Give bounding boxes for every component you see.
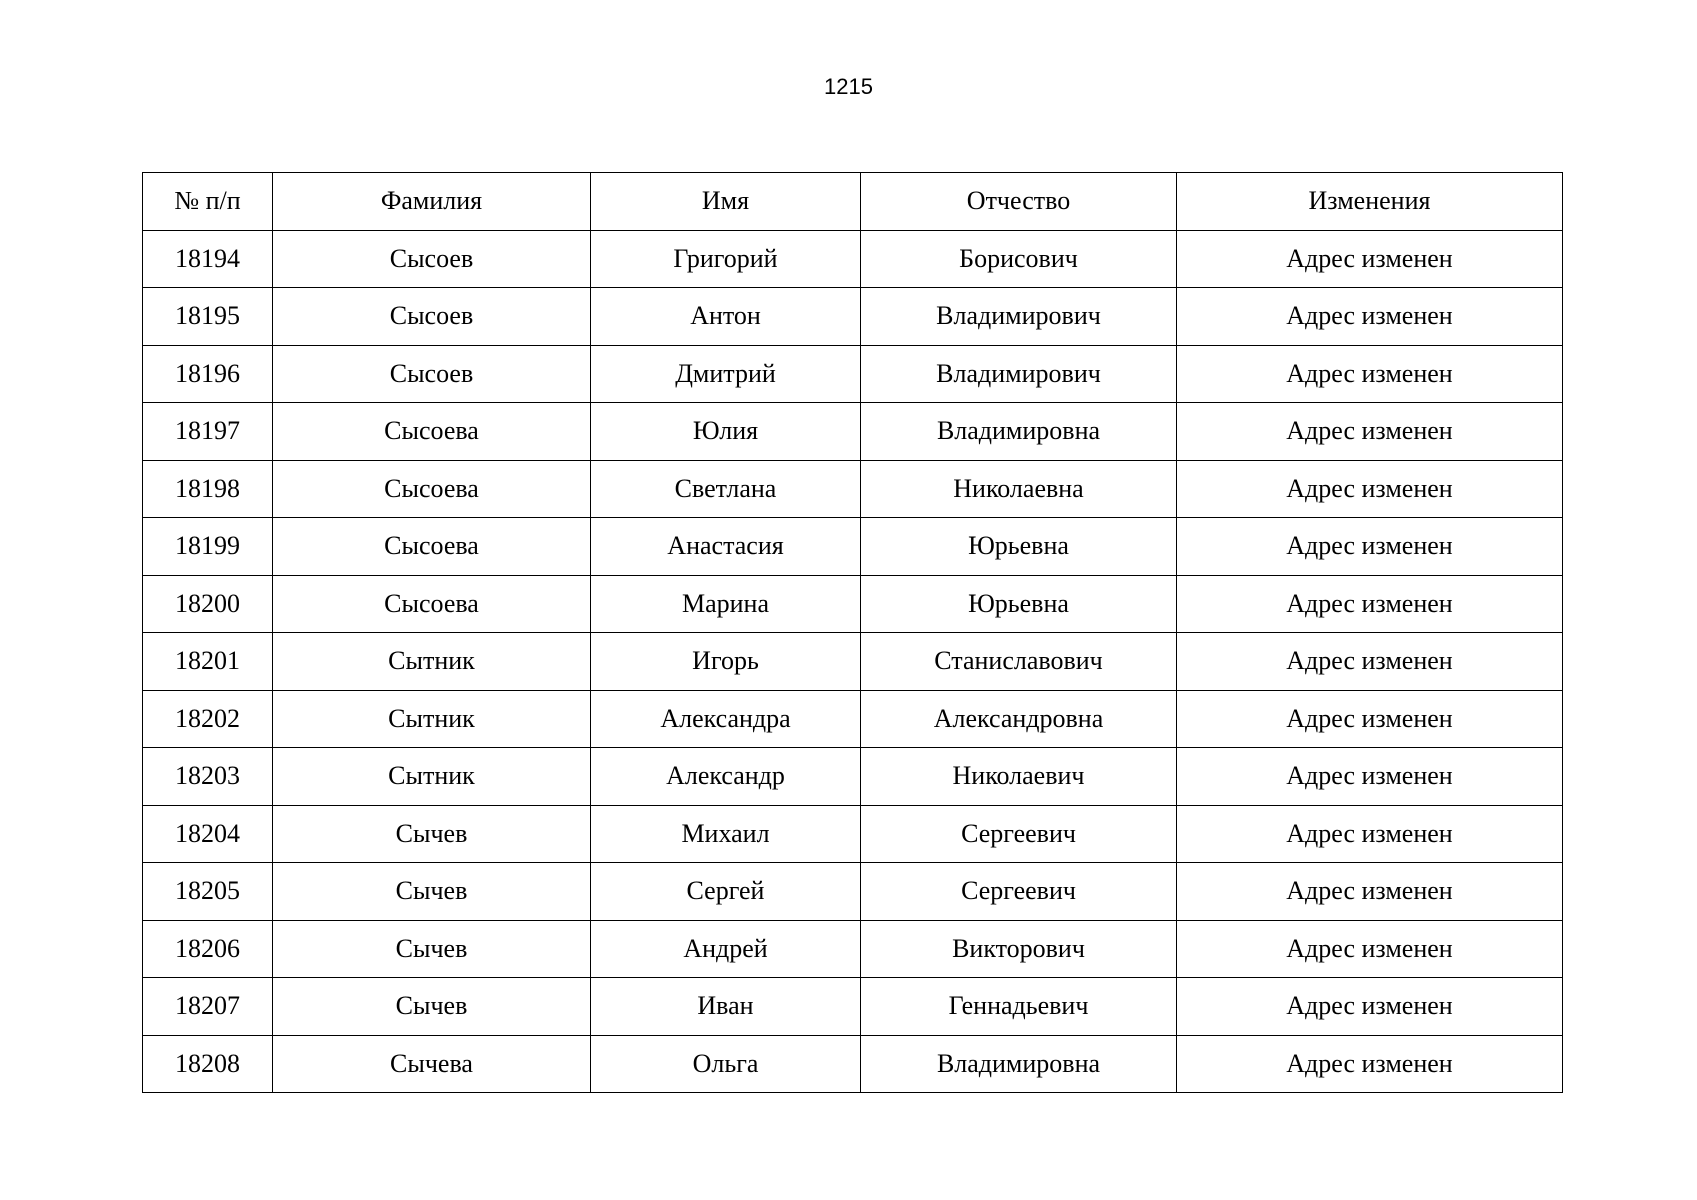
cell-surname: Сысоев	[273, 230, 591, 288]
table-row	[143, 920, 1563, 978]
cell-changes: Адрес изменен	[1177, 920, 1563, 978]
cell-patronymic: Николаевна	[861, 460, 1177, 518]
cell-name: Михаил	[591, 805, 861, 863]
cell-number: 18206	[143, 920, 273, 978]
cell-changes: Адрес изменен	[1177, 863, 1563, 921]
cell-changes: Адрес изменен	[1177, 288, 1563, 346]
cell-changes: Адрес изменен	[1177, 978, 1563, 1036]
cell-name: Сергей	[591, 863, 861, 921]
cell-changes: Адрес изменен	[1177, 1035, 1563, 1093]
table-row	[143, 288, 1563, 346]
column-header-name: Имя	[591, 173, 861, 231]
table-row	[143, 633, 1563, 691]
cell-patronymic: Николаевич	[861, 748, 1177, 806]
cell-changes: Адрес изменен	[1177, 518, 1563, 576]
cell-number: 18208	[143, 1035, 273, 1093]
cell-name: Александр	[591, 748, 861, 806]
cell-number: 18207	[143, 978, 273, 1036]
cell-patronymic: Сергеевич	[861, 805, 1177, 863]
cell-surname: Сытник	[273, 748, 591, 806]
cell-name: Антон	[591, 288, 861, 346]
cell-patronymic: Владимирович	[861, 288, 1177, 346]
cell-surname: Сытник	[273, 633, 591, 691]
cell-patronymic: Юрьевна	[861, 575, 1177, 633]
table-row	[143, 690, 1563, 748]
cell-surname: Сытник	[273, 690, 591, 748]
cell-number: 18203	[143, 748, 273, 806]
cell-name: Ольга	[591, 1035, 861, 1093]
cell-changes: Адрес изменен	[1177, 345, 1563, 403]
cell-changes: Адрес изменен	[1177, 748, 1563, 806]
cell-patronymic: Владимировна	[861, 403, 1177, 461]
cell-patronymic: Юрьевна	[861, 518, 1177, 576]
cell-changes: Адрес изменен	[1177, 403, 1563, 461]
cell-name: Андрей	[591, 920, 861, 978]
cell-name: Григорий	[591, 230, 861, 288]
page-number: 1215	[824, 74, 873, 99]
cell-number: 18204	[143, 805, 273, 863]
table-row	[143, 575, 1563, 633]
cell-name: Игорь	[591, 633, 861, 691]
cell-number: 18201	[143, 633, 273, 691]
document-table-container	[142, 172, 1563, 1093]
table-row	[143, 978, 1563, 1036]
cell-name: Александра	[591, 690, 861, 748]
cell-patronymic: Борисович	[861, 230, 1177, 288]
table-header	[143, 173, 1563, 231]
cell-changes: Адрес изменен	[1177, 633, 1563, 691]
cell-surname: Сычев	[273, 805, 591, 863]
cell-name: Анастасия	[591, 518, 861, 576]
cell-patronymic: Владимировна	[861, 1035, 1177, 1093]
cell-number: 18198	[143, 460, 273, 518]
cell-number: 18202	[143, 690, 273, 748]
cell-surname: Сычев	[273, 863, 591, 921]
table-body	[143, 230, 1563, 1093]
cell-surname: Сысоева	[273, 575, 591, 633]
cell-number: 18199	[143, 518, 273, 576]
cell-name: Марина	[591, 575, 861, 633]
cell-name: Светлана	[591, 460, 861, 518]
cell-changes: Адрес изменен	[1177, 230, 1563, 288]
table-row	[143, 748, 1563, 806]
cell-number: 18196	[143, 345, 273, 403]
table-row	[143, 1035, 1563, 1093]
column-header-surname: Фамилия	[273, 173, 591, 231]
cell-patronymic: Геннадьевич	[861, 978, 1177, 1036]
column-header-number: № п/п	[143, 173, 273, 231]
cell-surname: Сысоев	[273, 288, 591, 346]
table-row	[143, 863, 1563, 921]
table-header-row	[143, 173, 1563, 231]
cell-patronymic: Владимирович	[861, 345, 1177, 403]
cell-surname: Сысоева	[273, 460, 591, 518]
column-header-patronymic: Отчество	[861, 173, 1177, 231]
cell-surname: Сычева	[273, 1035, 591, 1093]
cell-number: 18195	[143, 288, 273, 346]
cell-patronymic: Станиславович	[861, 633, 1177, 691]
table-row	[143, 518, 1563, 576]
column-header-changes: Изменения	[1177, 173, 1563, 231]
cell-name: Дмитрий	[591, 345, 861, 403]
cell-surname: Сысоева	[273, 518, 591, 576]
cell-patronymic: Сергеевич	[861, 863, 1177, 921]
cell-changes: Адрес изменен	[1177, 575, 1563, 633]
cell-name: Иван	[591, 978, 861, 1036]
cell-number: 18200	[143, 575, 273, 633]
cell-number: 18197	[143, 403, 273, 461]
records-table	[142, 172, 1563, 1093]
table-row	[143, 460, 1563, 518]
cell-patronymic: Александровна	[861, 690, 1177, 748]
cell-changes: Адрес изменен	[1177, 690, 1563, 748]
cell-changes: Адрес изменен	[1177, 805, 1563, 863]
cell-number: 18205	[143, 863, 273, 921]
cell-name: Юлия	[591, 403, 861, 461]
cell-surname: Сычев	[273, 978, 591, 1036]
table-row	[143, 345, 1563, 403]
cell-surname: Сысоев	[273, 345, 591, 403]
cell-surname: Сысоева	[273, 403, 591, 461]
table-row	[143, 805, 1563, 863]
table-row	[143, 230, 1563, 288]
cell-patronymic: Викторович	[861, 920, 1177, 978]
cell-changes: Адрес изменен	[1177, 460, 1563, 518]
cell-number: 18194	[143, 230, 273, 288]
table-row	[143, 403, 1563, 461]
cell-surname: Сычев	[273, 920, 591, 978]
